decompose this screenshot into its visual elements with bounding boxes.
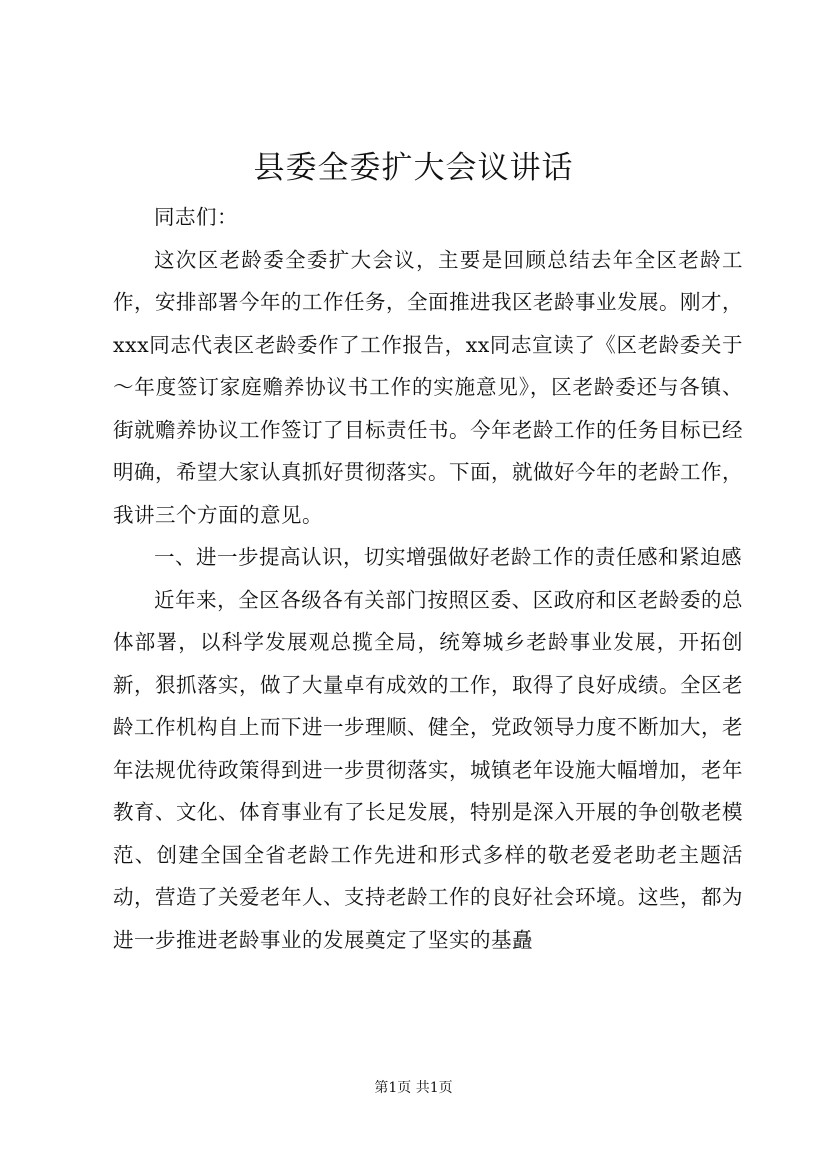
page-footer: 第1页 共1页: [374, 1080, 453, 1096]
document-body: [113, 196, 743, 961]
document-title: 县委全委扩大会议讲话: [253, 150, 574, 186]
section-heading-1: 一、进一步提高认识，切实增强做好老龄工作的责任感和紧迫感: [154, 545, 742, 569]
paragraph-section-1: 近年来，全区各级各有关部门按照区委、区政府和区老龄委的总体部署，以科学发展观总揽全局，统筹城乡老龄事业发展，开拓创新，狠抓落实，做了大量卓有成效的工作，取得了良好成绩。全区老龄工作机构自上而下进一步理顺、健全，党政领导力度不断加大，老年法规优待政策得到进一步贯彻落实，城镇老年设施大幅增加，老年教育、文化、体育事业有了长足发展，特别是深入开展的争创敬老模范、创建全国全省老龄工作先进和形式多样的敬老爱老助老主题活动，营造了关爱老年人、支持老龄工作的良好社会环境。这些，都为进一步推进老龄事业的发展奠定了坚实的基矗: [113, 587, 743, 952]
salutation: 同志们：: [154, 205, 238, 229]
paragraph-intro: 这次区老龄委全委扩大会议，主要是回顾总结去年全区老龄工作，安排部署今年的工作任务，全面推进我区老龄事业发展。刚才，xxx同志代表区老龄委作了工作报告，xx同志宣读了《区老龄委关于～年度签订家庭赡养协议书工作的实施意见》，区老龄委还与各镇、街就赡养协议工作签订了目标责任书。今年老龄工作的任务目标已经明确，希望大家认真抓好贯彻落实。下面，就做好今年的老龄工作，我讲三个方面的意见。: [113, 247, 743, 527]
